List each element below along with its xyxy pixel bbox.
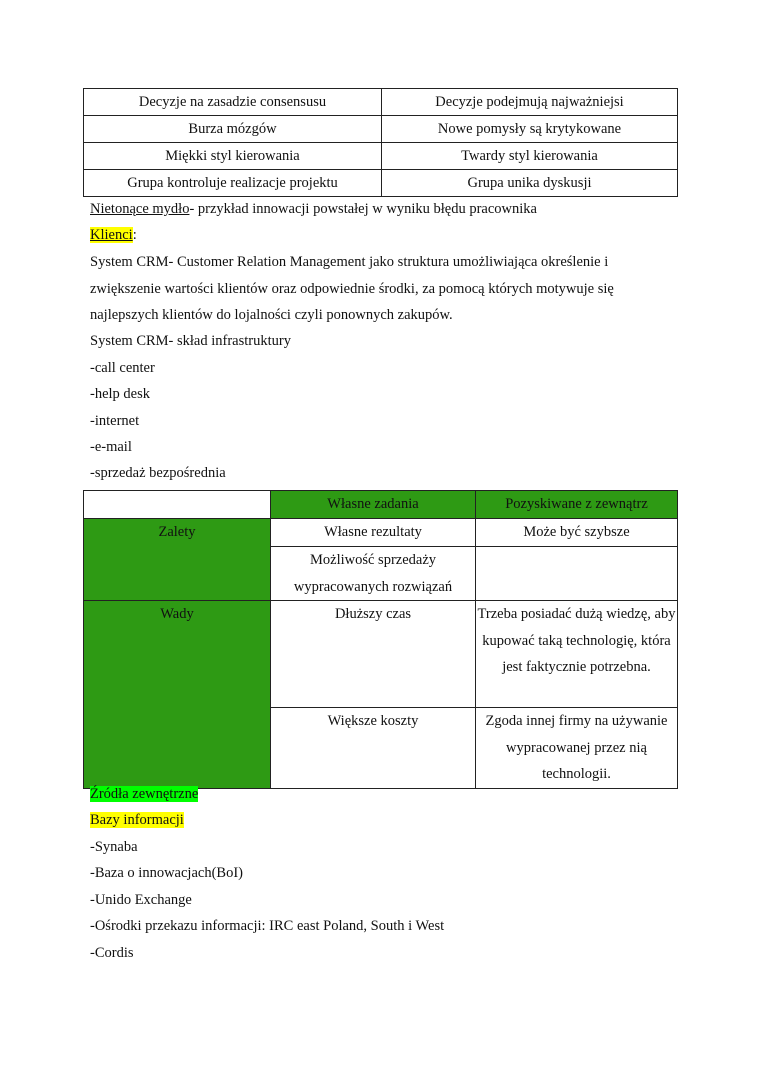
list-item: -Ośrodki przekazu informacji: IRC east Poland, South i West <box>90 918 445 934</box>
bazy-label: Bazy informacji <box>90 812 184 828</box>
table-row <box>84 89 678 116</box>
table-cell: Trzeba posiadać dużą wiedzę, aby kupować taką technologię, która jest faktycznie potrzebna. <box>476 601 678 708</box>
klienci-label: Klienci <box>90 227 133 243</box>
table-header-row <box>84 491 678 519</box>
table-cell: Decyzje na zasadzie consensusu <box>84 89 382 116</box>
zrodla-heading <box>90 785 198 803</box>
table-header: Własne zadania <box>271 491 476 519</box>
table-cell: Zgoda innej firmy na używanie wypracowanej przez nią technologii. <box>476 708 678 789</box>
zrodla-label: Źródła zewnętrzne <box>90 786 199 802</box>
row-label-wady: Wady <box>84 601 271 708</box>
crm-line-1: System CRM- Customer Relation Management jako struktura umożliwiająca określenie i <box>90 254 609 270</box>
table-row <box>84 143 678 170</box>
list-item: -Unido Exchange <box>90 892 192 908</box>
table-cell: Miękki styl kierowania <box>84 143 382 170</box>
table-row <box>84 519 678 547</box>
mydlo-paragraph <box>90 200 537 218</box>
team-comparison-table <box>83 88 678 197</box>
table-cell: Większe koszty <box>271 708 476 789</box>
table-corner-cell <box>84 491 271 519</box>
table-cell: Własne rezultaty <box>271 519 476 547</box>
table-cell: Decyzje podejmują najważniejsi <box>382 89 678 116</box>
table-cell: Grupa unika dyskusji <box>382 170 678 197</box>
crm-structure-heading: System CRM- skład infrastruktury <box>90 333 291 349</box>
table-cell: Nowe pomysły są krytykowane <box>382 116 678 143</box>
row-label-zalety: Zalety <box>84 519 271 547</box>
mydlo-text: - przykład innowacji powstałej w wyniku błędu pracownika <box>189 201 537 217</box>
table-cell: Twardy styl kierowania <box>382 143 678 170</box>
table-row <box>84 547 678 601</box>
table-cell: Możliwość sprzedaży wypracowanych rozwiązań <box>271 547 476 601</box>
list-item: -call center <box>90 360 155 376</box>
table-row <box>84 601 678 708</box>
table-cell: Dłuższy czas <box>271 601 476 708</box>
crm-line-2: zwiększenie wartości klientów oraz odpowiednie środki, za pomocą których motywuje się <box>90 281 614 297</box>
klienci-heading <box>90 226 137 244</box>
list-item: -internet <box>90 413 140 429</box>
innovation-sources-table <box>83 490 678 789</box>
table-cell: Burza mózgów <box>84 116 382 143</box>
list-item: -Synaba <box>90 839 138 855</box>
table-cell: Może być szybsze <box>476 519 678 547</box>
list-item: -e-mail <box>90 439 132 455</box>
table-cell <box>476 547 678 601</box>
list-item: -Baza o innowacjach(BoI) <box>90 865 243 881</box>
crm-line-3: najlepszych klientów do lojalności czyli ponownych zakupów. <box>90 307 453 323</box>
table-row <box>84 116 678 143</box>
table-row <box>84 170 678 197</box>
mydlo-link: Nietonące mydło <box>90 201 190 217</box>
list-item: -sprzedaż bezpośrednia <box>90 465 226 481</box>
row-label-zalety-continued <box>84 547 271 601</box>
list-item: -Cordis <box>90 945 134 961</box>
table-cell: Grupa kontroluje realizacje projektu <box>84 170 382 197</box>
bazy-heading <box>90 811 184 829</box>
klienci-colon: : <box>132 227 137 243</box>
table-header: Pozyskiwane z zewnątrz <box>476 491 678 519</box>
table-row <box>84 708 678 789</box>
list-item: -help desk <box>90 386 150 402</box>
row-label-wady-continued <box>84 708 271 789</box>
